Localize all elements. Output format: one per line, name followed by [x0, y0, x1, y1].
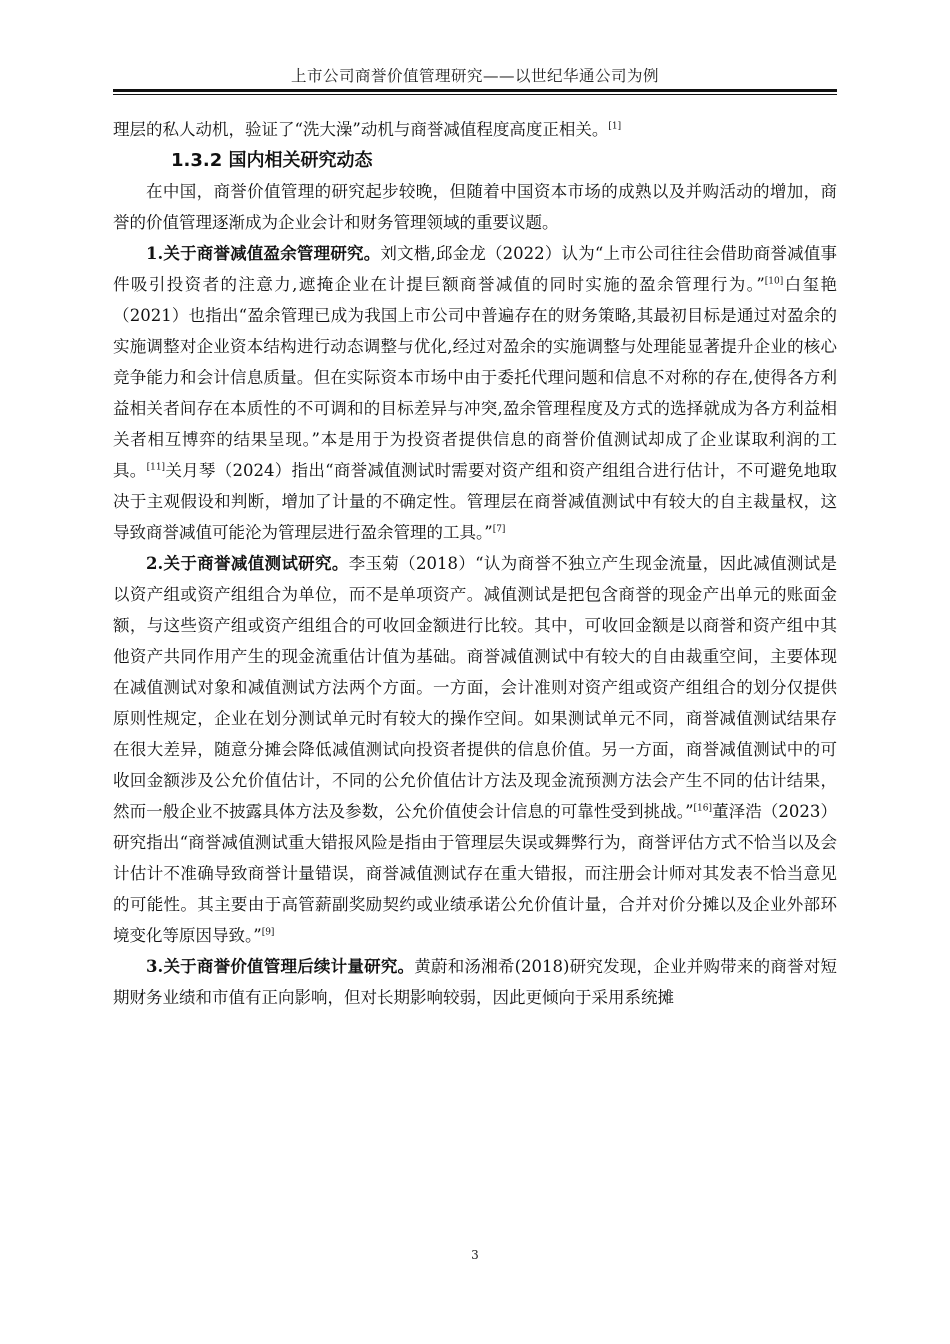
paragraph-text: 关月琴（2024）指出“商誉减值测试时需要对资产组和资产组组合进行估计，不可避免地取决于主观假设和判断，增加了计量的不确定性。管理层在商誉减值测试中有较大的自主裁量权，这导致商誉减值可能沦为管理层进行盈余管理的工具。”: [113, 461, 838, 542]
paragraph-subsequent-measurement: [113, 951, 837, 1013]
paragraph-text: 刘文楷,邱金龙（2022）认为“上市公司往往会借助商誉减值事件吸引投资者的注意力,遮掩企业在计提巨额商誉减值的同时实施的盈余管理行为。”: [113, 244, 837, 294]
paragraph-lead: 1.关于商誉减值盈余管理研究。: [146, 244, 381, 263]
header-rule-thick: [113, 89, 837, 92]
paragraph-text: 理层的私人动机，验证了“洗大澡”动机与商誉减值程度高度正相关。: [113, 120, 609, 139]
citation-ref: [1]: [608, 121, 622, 132]
citation-ref: [7]: [492, 524, 506, 535]
paragraph-text: 董泽浩（2023）研究指出“商誉减值测试重大错报风险是指由于管理层失误或舞弊行为，商誉评估方式不恰当以及会计估计不准确导致商誉计量错误，商誉减值测试存在重大错报，而注册会计师对其发表不恰当意见的可能性。其主要由于高管薪副奖励契约或业绩承诺公允价值计量，合并对价分摊以及企业外部环境变化等原因导致。”: [113, 802, 837, 945]
paragraph-lead: 2.关于商誉减值测试研究。: [146, 554, 349, 573]
paragraph-impairment-test: [113, 548, 837, 951]
section-heading: 1.3.2 国内相关研究动态: [171, 150, 373, 171]
header-rule-thin: [113, 94, 837, 95]
page-number: 3: [471, 1248, 479, 1262]
paragraph-earnings-management: [113, 238, 837, 548]
paragraph-text: 白玺艳（2021）也指出“盈余管理已成为我国上市公司中普遍存在的财务策略,其最初目标是通过对盈余的实施调整对企业资本结构进行动态调整与优化,经过对盈余的实施调整与处理能显著提升企业的核心竞争能力和会计信息质量。但在实际资本市场中由于委托代理问题和信息不对称的存在,使得各方利益相关者间存在本质性的不可调和的目标差异与冲突,盈余管理程度及方式的选择就成为各方利益相关者相互博弈的结果呈现。”本是用于为投资者提供信息的商誉价值测试却成了企业谋取利润的工具。: [113, 275, 837, 480]
paragraph-lead: 3.关于商誉价值管理后续计量研究。: [146, 957, 415, 976]
paragraph-continuation: [113, 114, 837, 145]
page-body: [113, 114, 837, 1013]
paragraph-text: 李玉菊（2018）“认为商誉不独立产生现金流量，因此减值测试是以资产组或资产组组合为单位，而不是单项资产。减值测试是把包含商誉的现金产出单元的账面金额，与这些资产组或资产组组合的可收回金额进行比较。其中，可收回金额是以商誉和资产组中其他资产共同作用产生的现金流重估计值为基础。商誉减值测试中有较大的自由裁重空间，主要体现在减值测试对象和减值测试方法两个方面。一方面，会计准则对资产组或资产组组合的划分仅提供原则性规定，企业在划分测试单元时有较大的操作空间。如果测试单元不同，商誉减值测试结果存在很大差异，随意分摊会降低减值测试向投资者提供的信息价值。另一方面，商誉减值测试中的可收回金额涉及公允价值估计，不同的公允价值估计方法及现金流预测方法会产生不同的估计结果，然而一般企业不披露具体方法及参数，公允价值使会计信息的可靠性受到挑战。”: [113, 554, 837, 821]
citation-ref: [9]: [261, 927, 275, 938]
running-header: 上市公司商誉价值管理研究——以世纪华通公司为例: [290, 67, 659, 85]
citation-ref: [10]: [764, 276, 784, 287]
paragraph-text: 黄蔚和汤湘希(2018)研究发现，企业并购带来的商誉对短期财务业绩和市值有正向影响，但对长期影响较弱，因此更倾向于采用系统摊: [113, 957, 837, 1007]
paragraph-intro: 在中国，商誉价值管理的研究起步较晚，但随着中国资本市场的成熟以及并购活动的增加，商誉的价值管理逐渐成为企业会计和财务管理领域的重要议题。: [113, 182, 837, 232]
citation-ref: [16]: [693, 803, 713, 814]
citation-ref: [11]: [146, 462, 166, 473]
